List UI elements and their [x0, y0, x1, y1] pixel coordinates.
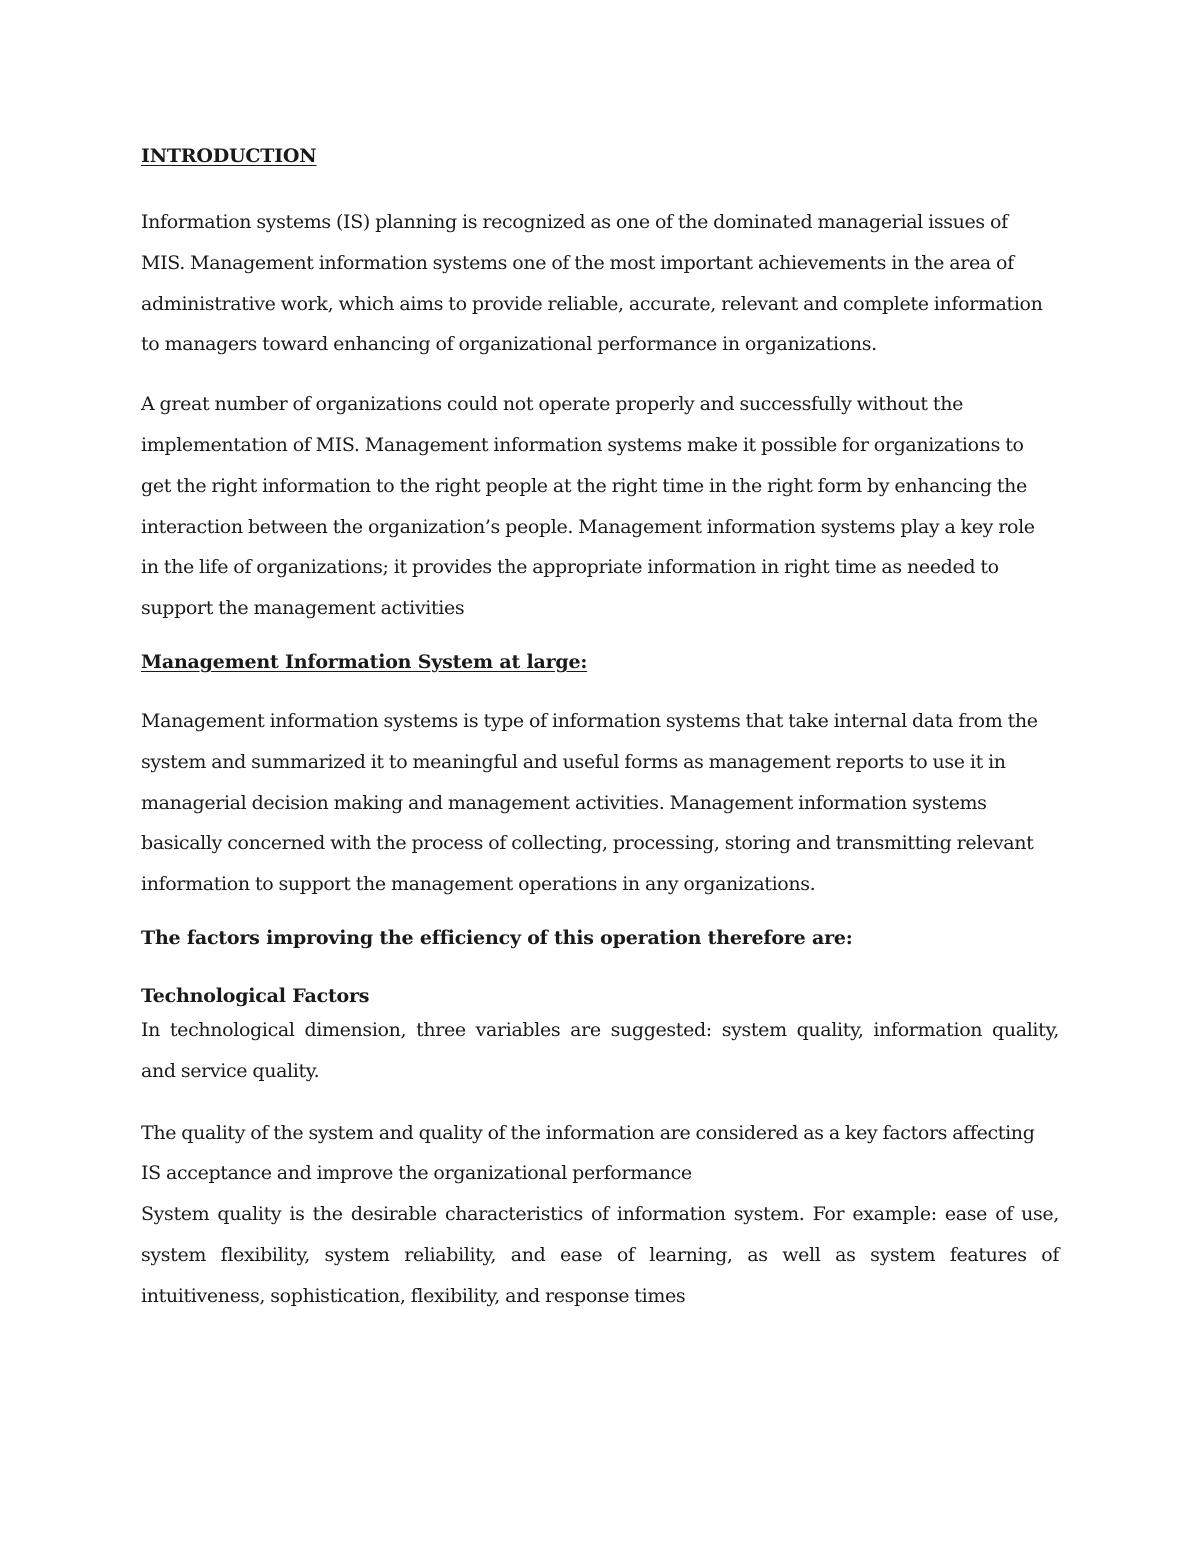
mis-at-large-heading: Management Information System at large: — [141, 650, 588, 673]
text-line: administrative work, which aims to provide reliable, accurate, relevant and complete information — [141, 292, 1043, 315]
document-page — [141, 142, 1059, 1336]
tech-paragraph-2 — [141, 1113, 1059, 1195]
mis-paragraph — [141, 701, 1059, 905]
text-line: managerial decision making and management activities. Management information systems — [141, 791, 987, 814]
tech-paragraph-1 — [141, 1010, 1059, 1092]
technological-factors-heading: Technological Factors — [141, 984, 370, 1007]
text-line: get the right information to the right people at the right time in the right form by enhancing the — [141, 474, 1027, 497]
text-line: and service quality. — [141, 1059, 320, 1082]
introduction-heading: INTRODUCTION — [141, 145, 317, 167]
intro-paragraph-1 — [141, 202, 1059, 365]
text-line: system and summarized it to meaningful and useful forms as management reports to use it in — [141, 750, 1006, 773]
text-line: A great number of organizations could not operate properly and successfully without the — [141, 393, 963, 416]
text-line: Management information systems is type of information systems that take internal data from the — [141, 709, 1038, 732]
text-line: Information systems (IS) planning is recognized as one of the dominated managerial issues of — [141, 211, 1008, 233]
text-line: implementation of MIS. Management information systems make it possible for organizations to — [141, 433, 1024, 456]
text-line: support the management activities — [141, 597, 465, 620]
text-line: intuitiveness, sophistication, flexibility, and response times — [141, 1284, 686, 1307]
text-line: The quality of the system and quality of the information are considered as a key factors affecting — [141, 1121, 1035, 1144]
text-line: information to support the management operations in any organizations. — [141, 873, 816, 896]
factors-heading: The factors improving the efficiency of this operation therefore are: — [141, 926, 853, 949]
text-line: basically concerned with the process of collecting, processing, storing and transmitting relevant — [141, 832, 1034, 855]
text-line: System quality is the desirable characteristics of information system. For example: ease of use, — [141, 1203, 1059, 1226]
text-line: to managers toward enhancing of organizational performance in organizations. — [141, 333, 877, 356]
text-line: In technological dimension, three variables are suggested: system quality, information quality, — [141, 1018, 1059, 1041]
text-line: MIS. Management information systems one of the most important achievements in the area of — [141, 251, 1014, 274]
text-line: system flexibility, system reliability, and ease of learning, as well as system features of — [141, 1243, 1059, 1266]
text-line: interaction between the organization’s people. Management information systems play a key role — [141, 515, 1035, 538]
intro-paragraph-2 — [141, 384, 1059, 629]
tech-paragraph-3 — [141, 1194, 1059, 1316]
text-line: IS acceptance and improve the organizational performance — [141, 1162, 692, 1185]
text-line: in the life of organizations; it provides the appropriate information in right time as needed to — [141, 556, 999, 579]
